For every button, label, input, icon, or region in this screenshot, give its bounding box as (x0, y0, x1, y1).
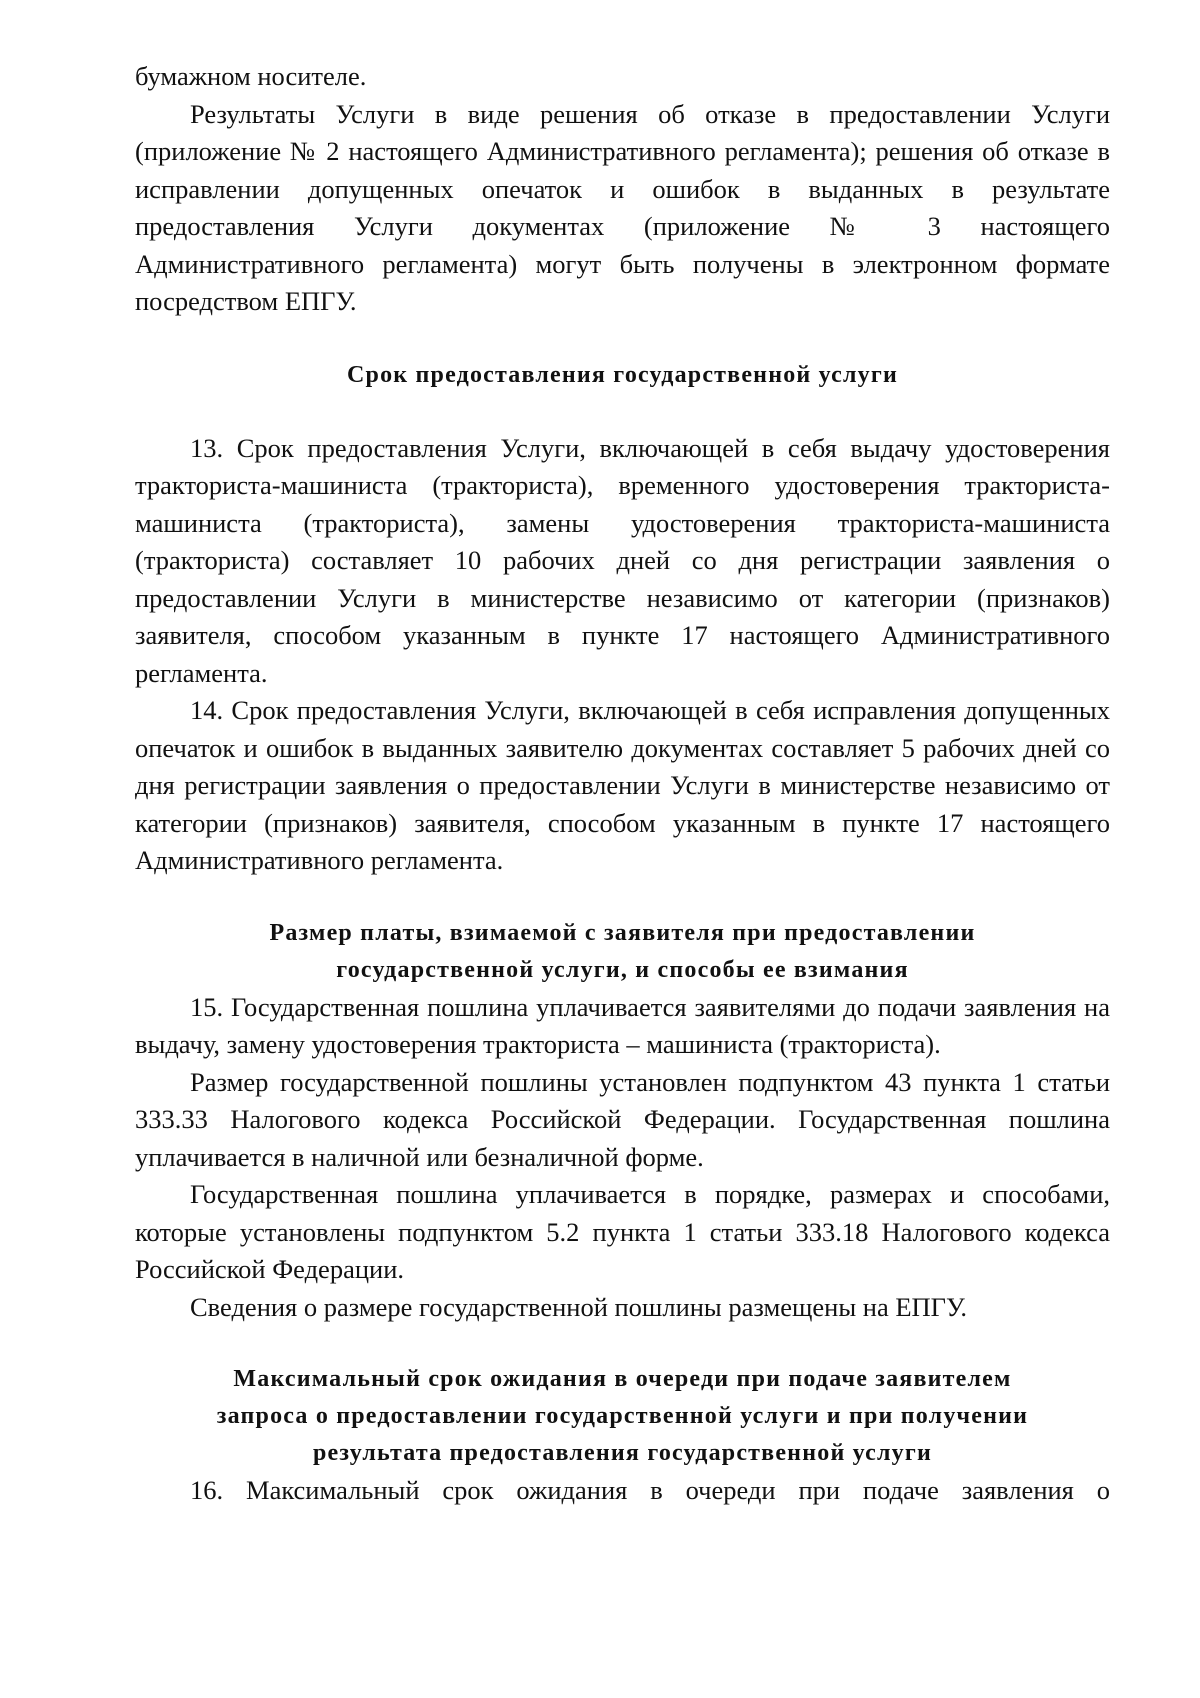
heading-max-wait-line-1: Максимальный срок ожидания в очереди при подаче заявителем (233, 1366, 1012, 1392)
paragraph-16: 16. Максимальный срок ожидания в очереди при подаче заявления о (190, 1475, 1110, 1505)
paragraph-13: 13. Срок предоставления Услуги, включающей в себя выдачу удостоверения тракториста-машиниста (тракториста), временного удостоверения тракториста-машиниста (тракториста), замены удостоверения тракториста-машиниста (тракториста) составляет 10 рабочих дней со дня регистрации заявления о предоставлении Услуги в министерстве независимо от категории (признаков) заявителя, способом указанным в пункте 17 настоящего Административного регламента. (135, 432, 1110, 688)
heading-service-term: Срок предоставления государственной услуги (347, 361, 898, 388)
heading-fee-line-2: государственной услуги, и способы ее взимания (336, 956, 909, 983)
paragraph-fee-size: Размер государственной пошлины установлен подпунктом 43 пункта 1 статьи 333.33 Налогового кодекса Российской Федерации. Государственная пошлина уплачивается в наличной или безналичной форме. (135, 1066, 1110, 1172)
heading-max-wait-line-3: результата предоставления государственной услуги (313, 1440, 932, 1466)
paragraph-14: 14. Срок предоставления Услуги, включающей в себя исправления допущенных опечаток и ошибок в выданных заявителю документах составляет 5 рабочих дней со дня регистрации заявления о предоставлении Услуги в министерстве независимо от категории (признаков) заявителя, способом указанным в пункте 17 настоящего Административного регламента. (135, 695, 1110, 875)
heading-fee (135, 915, 1110, 989)
paragraph-fee-order: Государственная пошлина уплачивается в порядке, размерах и способами, которые установлены подпунктом 5.2 пункта 1 статьи 333.18 Налогового кодекса Российской Федерации. (135, 1179, 1110, 1284)
page-content (135, 58, 1110, 1510)
heading-max-wait (135, 1361, 1110, 1472)
heading-fee-line-1: Размер платы, взимаемой с заявителя при предоставлении (269, 919, 976, 946)
paragraph-fee-info: Сведения о размере государственной пошлины размещены на ЕПГУ. (190, 1291, 968, 1322)
heading-max-wait-line-2: запроса о предоставлении государственной услуги и при получении (216, 1403, 1029, 1429)
paragraph-results: Результаты Услуги в виде решения об отказе в предоставлении Услуги (приложение № 2 настоящего Административного регламента); решения об отказе в исправлении допущенных опечаток и ошибок в выданных в результате предоставления Услуги документах (приложение № 3 настоящего Административного регламента) могут быть получены в электронном формате посредством ЕПГУ. (135, 98, 1110, 316)
paragraph-15: 15. Государственная пошлина уплачивается заявителями до подачи заявления на выдачу, замену удостоверения тракториста – машиниста (тракториста). (135, 991, 1110, 1059)
paragraph-continuation: бумажном носителе. (135, 61, 367, 91)
